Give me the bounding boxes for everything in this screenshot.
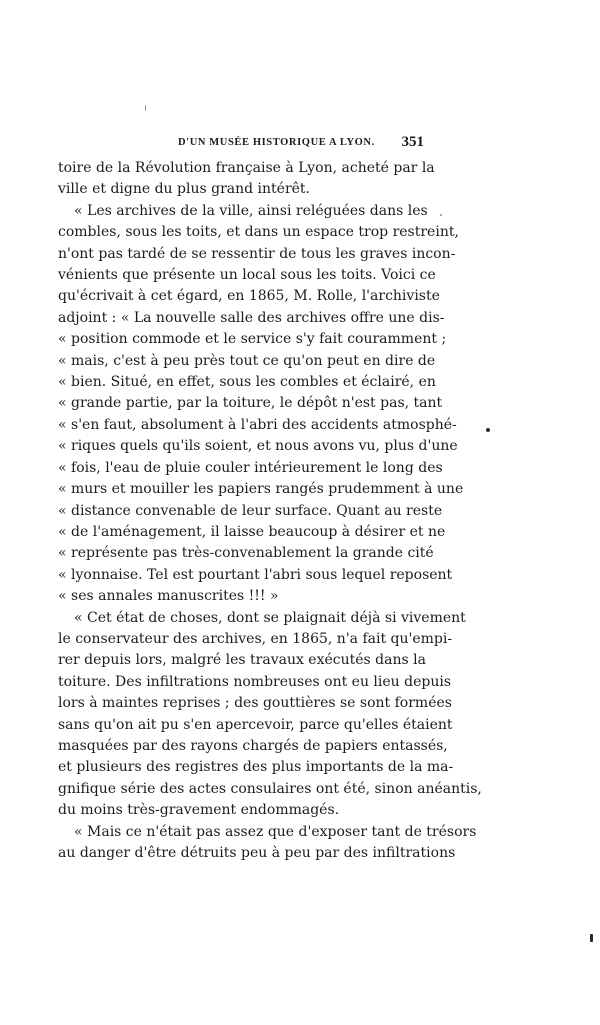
text-line: « position commode et le service s'y fait couramment ; xyxy=(58,331,447,348)
text-line: masquées par des rayons chargés de papiers entassés, xyxy=(58,737,448,754)
text-line: combles, sous les toits, et dans un espace trop restreint, xyxy=(58,224,459,241)
text-line: « représente pas très-convenablement la grande cité xyxy=(58,545,434,562)
text-line: rer depuis lors, malgré les travaux exécutés dans la xyxy=(58,652,426,669)
text-line: « grande partie, par la toiture, le dépôt n'est pas, tant xyxy=(58,395,443,412)
text-line: toire de la Révolution française à Lyon, acheté par la xyxy=(58,160,435,176)
text-line: « bien. Situé, en effet, sous les combles et éclairé, en xyxy=(58,374,436,391)
text-line: n'ont pas tardé de se ressentir de tous les graves incon- xyxy=(58,245,456,262)
text-line: et plusieurs des registres des plus importants de la ma- xyxy=(58,759,454,776)
text-line: « mais, c'est à peu près tout ce qu'on peut en dire de xyxy=(58,352,436,369)
text-line: « fois, l'eau de pluie couler intérieurement le long des xyxy=(58,459,443,476)
page-number: 351 xyxy=(401,134,424,150)
text-line: « distance convenable de leur surface. Quant au reste xyxy=(58,502,443,519)
text-line: sans qu'on ait pu s'en apercevoir, parce qu'elles étaient xyxy=(58,716,453,733)
running-title: D'UN MUSÉE HISTORIQUE A LYON. xyxy=(178,137,375,148)
text-line: « Mais ce n'était pas assez que d'exposer tant de trésors xyxy=(74,823,477,840)
text-line: du moins très-gravement endommagés. xyxy=(58,802,340,819)
text-line: « Les archives de la ville, ainsi reléguées dans les xyxy=(74,202,428,219)
text-line: « riques quels qu'ils soient, et nous avons vu, plus d'une xyxy=(58,438,458,455)
ink-speck xyxy=(486,428,490,432)
running-head xyxy=(58,134,424,153)
text-line: adjoint : « La nouvelle salle des archives offre une dis- xyxy=(58,309,445,326)
text-line: « s'en faut, absolument à l'abri des accidents atmosphé- xyxy=(58,416,457,433)
text-line: gnifique série des actes consulaires ont été, sinon anéantis, xyxy=(58,780,482,797)
text-line: le conservateur des archives, en 1865, n'a fait qu'empi- xyxy=(58,630,453,647)
text-line: au danger d'être détruits peu à peu par des infiltrations xyxy=(58,845,456,861)
ink-speck xyxy=(590,934,593,942)
text-line: toiture. Des infiltrations nombreuses ont eu lieu depuis xyxy=(58,673,452,690)
text-line: ville et digne du plus grand intérêt. xyxy=(58,181,310,198)
ink-speck xyxy=(440,214,442,216)
ink-speck xyxy=(145,105,146,111)
text-line: qu'écrivait à cet égard, en 1865, M. Rolle, l'archiviste xyxy=(58,288,440,305)
body-text xyxy=(58,158,482,864)
text-line: vénients que présente un local sous les toits. Voici ce xyxy=(58,267,436,284)
text-line: « de l'aménagement, il laisse beaucoup à désirer et ne xyxy=(58,523,446,540)
text-line: « Cet état de choses, dont se plaignait déjà si vivement xyxy=(74,609,466,626)
text-line: « lyonnaise. Tel est pourtant l'abri sous lequel reposent xyxy=(58,566,453,583)
text-line: « ses annales manuscrites !!! » xyxy=(58,588,279,605)
text-line: « murs et mouiller les papiers rangés prudemment à une xyxy=(58,481,464,498)
text-line: lors à maintes reprises ; des gouttières se sont formées xyxy=(58,695,452,712)
